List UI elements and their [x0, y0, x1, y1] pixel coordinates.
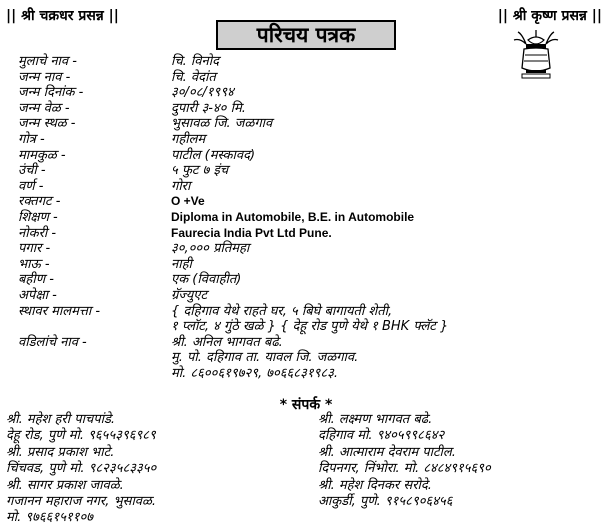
field-row: [18, 210, 608, 226]
field-row: [18, 132, 608, 148]
field-label: जन्म नाव -: [18, 69, 71, 85]
field-value: Diploma in Automobile, B.E. in Automobile: [171, 209, 415, 224]
contacts-right-column: [318, 412, 491, 510]
field-value: गहीलम: [171, 131, 206, 147]
field-value: चि. विनोद: [171, 54, 219, 69]
field-row: [18, 70, 608, 86]
field-value: Faurecia India Pvt Ltd Pune.: [171, 225, 332, 240]
contact-line: दहिगाव मो. ९४०५९९८६४२: [318, 428, 445, 444]
field-value: १ प्लॉट, ४ गुंठे खळे } { देहू रोड पुणे येथे १ BHK फ्लॅट }: [171, 319, 449, 335]
field-row: [18, 54, 608, 70]
field-row: [18, 101, 608, 117]
field-label: गोत्र -: [18, 131, 45, 147]
contact-line: श्री. प्रसाद प्रकाश भाटे.: [6, 444, 115, 460]
contacts-left-column: [6, 412, 156, 527]
field-value: दुपारी ३-४० मि.: [171, 100, 246, 116]
header-right-invocation: || श्री कृष्ण प्रसन्न ||: [497, 8, 602, 24]
field-row: [18, 148, 608, 164]
field-label: स्थावर मालमत्ता -: [18, 303, 101, 319]
field-label: पगार -: [18, 241, 51, 257]
field-row: [18, 241, 608, 257]
contact-line: देहू रोड, पुणे मो. ९६५५३९६९८९: [6, 428, 156, 444]
field-row: [18, 350, 608, 366]
field-row: [18, 226, 608, 242]
field-value: चि. वेदांत: [171, 69, 216, 85]
field-value: गोरा: [171, 178, 191, 194]
contact-line: श्री. सागर प्रकाश जावळे.: [6, 477, 124, 493]
field-row: [18, 366, 608, 382]
field-value: नाही: [171, 256, 192, 272]
field-row: [18, 272, 608, 288]
contact-line: श्री. लक्ष्मण भागवत बढे.: [318, 412, 433, 427]
contact-line: दिपनगर, निंभोरा. मो. ८४८४९१५६९०: [318, 461, 491, 477]
field-label: भाऊ -: [18, 256, 50, 272]
field-row: [18, 163, 608, 179]
contact-line: श्री. आत्माराम देवराम पाटील.: [318, 444, 456, 460]
field-row: [18, 319, 608, 335]
page-title: परिचय पत्रक: [216, 20, 396, 50]
contact-line: गजानन महाराज नगर, भुसावळ.: [6, 494, 157, 510]
field-label: वडिलांचे नाव -: [18, 334, 87, 350]
field-row: [18, 85, 608, 101]
field-value: भुसावळ जि. जळगाव: [171, 116, 273, 132]
contacts-heading: * संपर्क *: [279, 397, 333, 413]
field-value: O +Ve: [171, 194, 205, 209]
contact-line: श्री. महेश हरी पाचपांडे.: [6, 412, 116, 427]
field-label: मामकुळ -: [18, 147, 66, 163]
field-row: [18, 194, 608, 210]
field-label: बहीण -: [18, 272, 54, 288]
field-value: मो. ८६००६१९७२९, ७०६६८३१९८३.: [171, 365, 339, 381]
field-value: ३०/०८/१९९४: [171, 85, 234, 101]
field-label: नोकरी -: [18, 225, 57, 241]
header-left-invocation: || श्री चक्रधर प्रसन्न ||: [6, 8, 119, 24]
field-label: शिक्षण -: [18, 209, 58, 225]
contact-line: चिंचवड, पुणे मो. ९८२३५८३३५०: [6, 461, 157, 477]
field-label: रक्तगट -: [18, 194, 61, 210]
field-value: ३०,००० प्रतिमहा: [171, 241, 250, 257]
contact-line: आकुर्डी, पुणे. ९१५८९०६४५६: [318, 494, 453, 510]
field-value: ग्रॅज्युएट: [171, 287, 208, 303]
field-row: [18, 288, 608, 304]
field-row: [18, 116, 608, 132]
field-row: [18, 335, 608, 351]
field-row: [18, 257, 608, 273]
field-label: उंची -: [18, 163, 46, 179]
field-value: ५ फुट ७ इंच: [171, 163, 229, 179]
field-row: [18, 179, 608, 195]
contact-line: मो. ९७६६१५११०७: [6, 510, 94, 526]
field-value: एक (विवाहीत): [171, 272, 242, 288]
field-label: मुलाचे नाव -: [18, 54, 77, 69]
field-label: अपेक्षा -: [18, 287, 57, 303]
field-value: { दहिगाव येथे राहते घर, ५ बिघे बागायती शेती,: [171, 303, 393, 319]
field-row: [18, 304, 608, 320]
contact-line: श्री. महेश दिनकर सरोदे.: [318, 477, 432, 493]
profile-fields: [18, 54, 608, 381]
field-label: वर्ण -: [18, 178, 44, 194]
field-label: जन्म दिनांक -: [18, 85, 84, 101]
field-value: मु. पो. दहिगाव ता. यावल जि. जळगाव.: [171, 350, 359, 366]
field-value: श्री. अनिल भागवत बढे.: [171, 334, 283, 350]
field-label: जन्म स्थळ -: [18, 116, 76, 132]
field-label: जन्म वेळ -: [18, 100, 70, 116]
field-value: पाटील (मस्कावद): [171, 147, 256, 163]
